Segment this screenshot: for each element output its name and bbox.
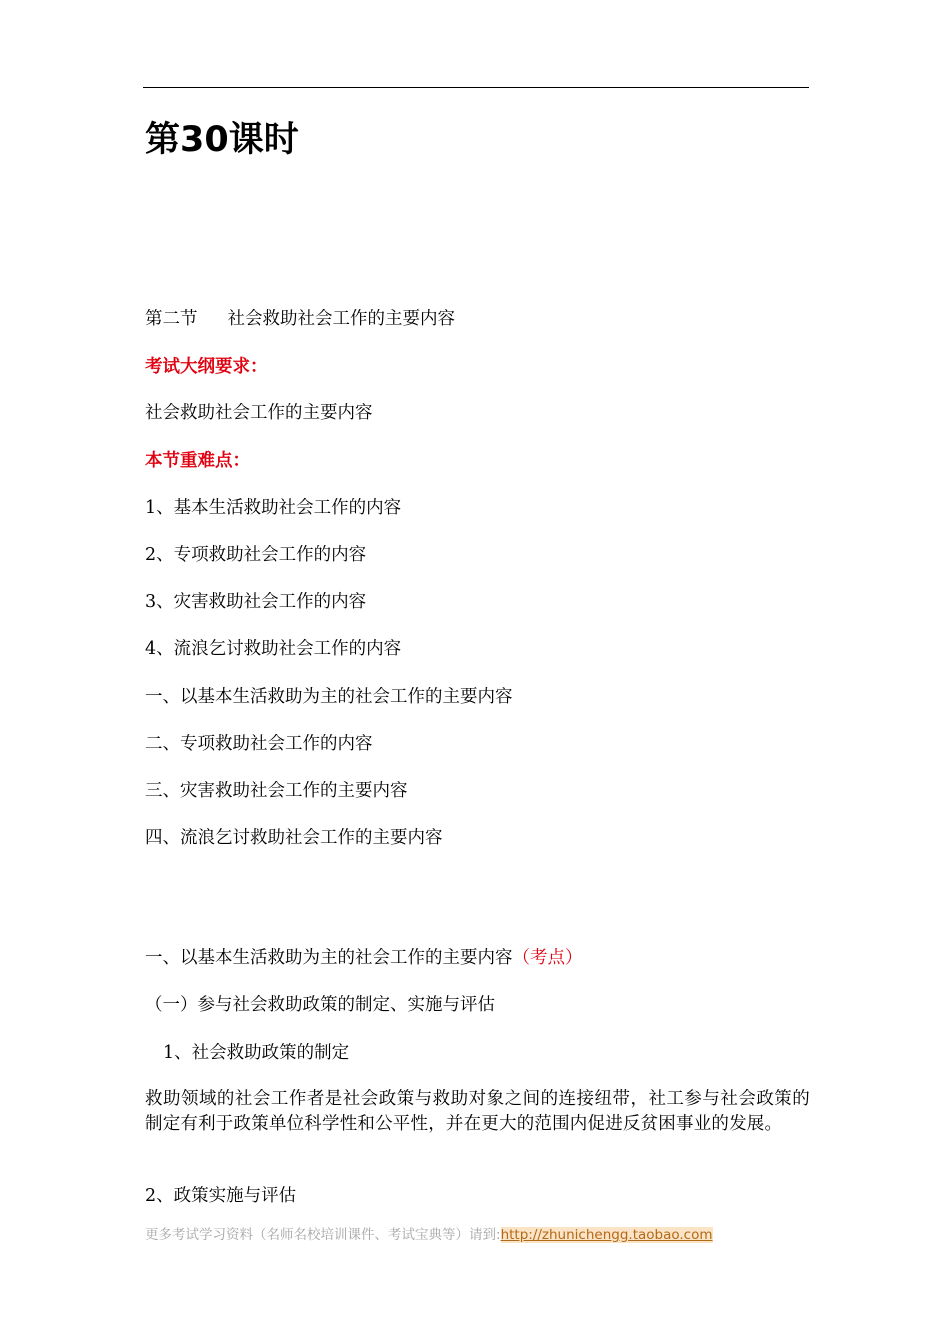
key-point-item: 1、基本生活救助社会工作的内容 [145, 498, 402, 518]
part1-heading [145, 946, 583, 970]
outline-item: 一、以基本生活救助为主的社会工作的主要内容 [145, 687, 513, 707]
outline-item: 四、流浪乞讨救助社会工作的主要内容 [145, 828, 443, 848]
key-point-item: 3、灾害救助社会工作的内容 [145, 592, 367, 612]
footer-note [145, 1225, 713, 1245]
section-title: 社会救助社会工作的主要内容 [227, 309, 455, 329]
footer-text: 更多考试学习资料（名师名校培训课件、考试宝典等）请到: [145, 1227, 501, 1243]
footer-link[interactable]: http://zhunichengg.taobao.com [500, 1227, 713, 1243]
section-heading [145, 307, 455, 331]
exam-point-tag: （考点） [512, 948, 583, 968]
part1-heading-text: 一、以基本生活救助为主的社会工作的主要内容 [145, 948, 513, 968]
subsection-item-heading: 1、社会救助政策的制定 [163, 1043, 350, 1063]
exam-outline-content: 社会救助社会工作的主要内容 [145, 403, 373, 423]
header-rule [143, 87, 809, 88]
key-points-label: 本节重难点： [145, 451, 250, 471]
body-paragraph: 救助领域的社会工作者是社会政策与救助对象之间的连接纽带，社工参与社会政策的制定有利于政策单位科学性和公平性，并在更大的范围内促进反贫困事业的发展。 [145, 1089, 810, 1134]
key-point-item: 2、专项救助社会工作的内容 [145, 545, 367, 565]
outline-item: 三、灾害救助社会工作的主要内容 [145, 781, 408, 801]
outline-item: 二、专项救助社会工作的内容 [145, 734, 373, 754]
section-label: 第二节 [145, 309, 198, 329]
subsection-heading: （一）参与社会救助政策的制定、实施与评估 [145, 995, 495, 1015]
key-point-item: 4、流浪乞讨救助社会工作的内容 [145, 639, 402, 659]
page-title: 第30课时 [145, 120, 299, 160]
subsection-item-heading: 2、政策实施与评估 [145, 1186, 297, 1206]
exam-outline-label: 考试大纲要求： [145, 357, 268, 377]
